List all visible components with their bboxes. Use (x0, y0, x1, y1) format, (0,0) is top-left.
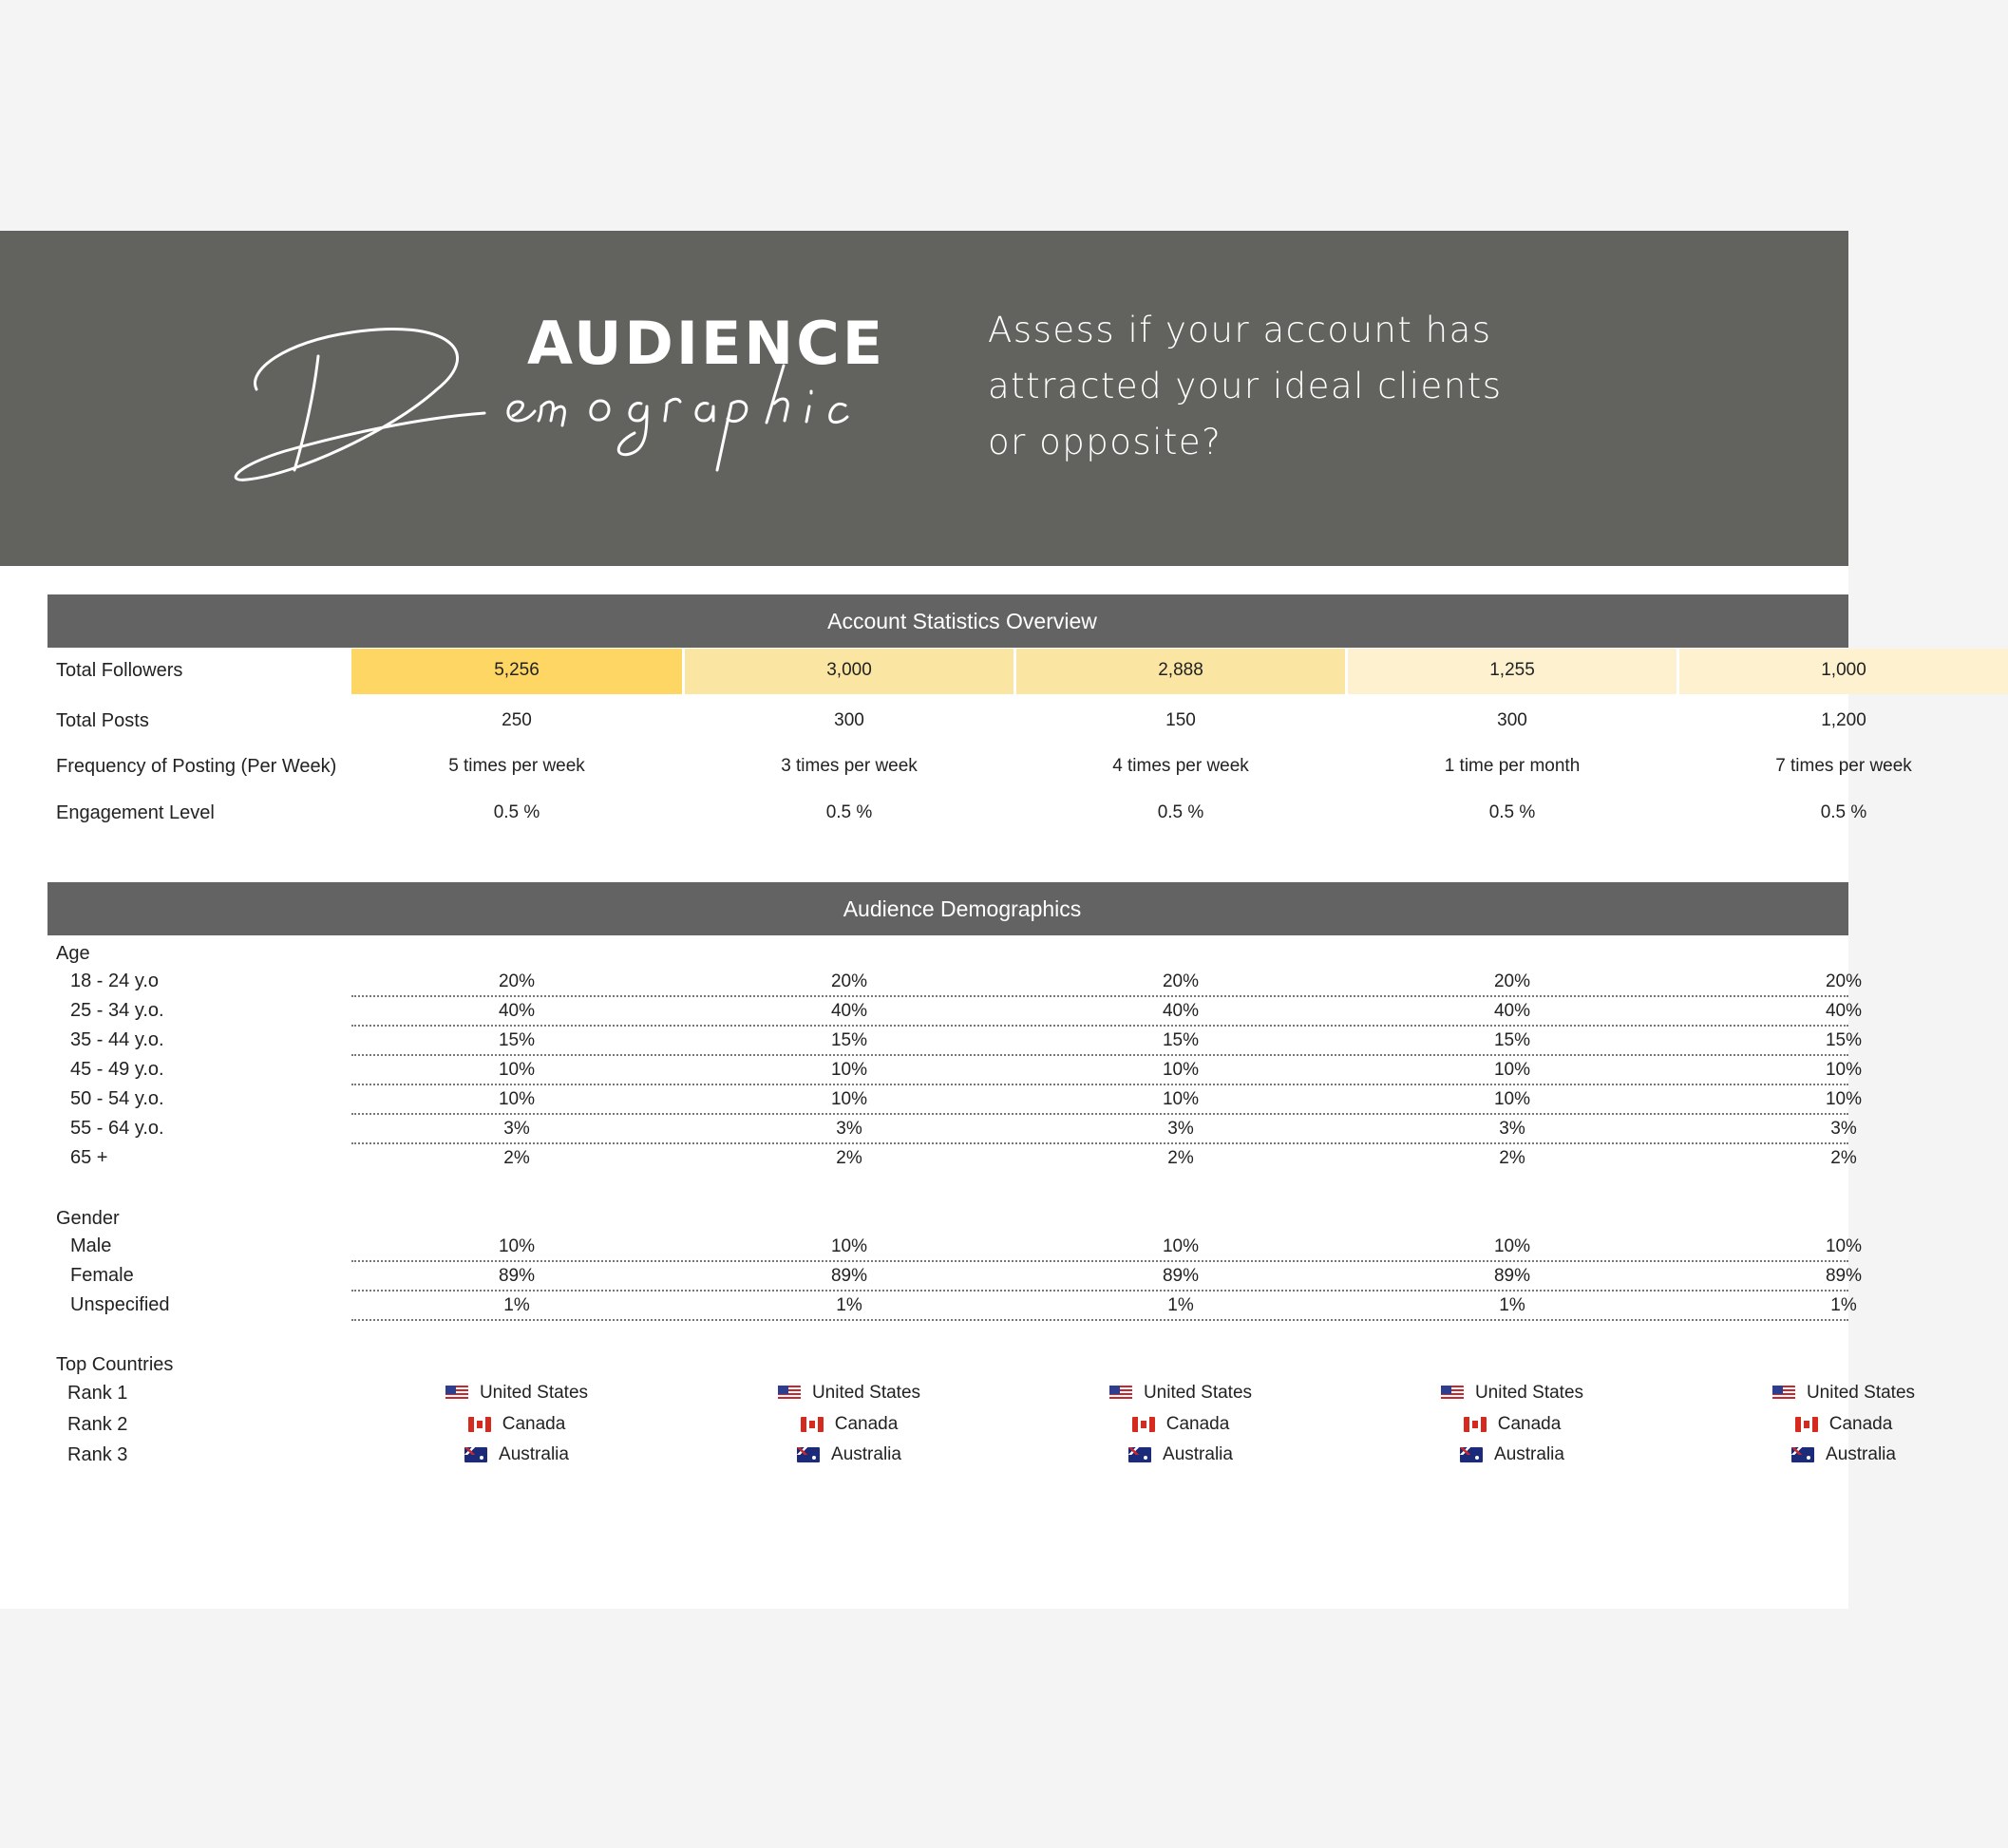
value-cell[interactable]: 10% (498, 1236, 536, 1256)
value-cell[interactable]: 1,200 (1821, 710, 1866, 730)
au-flag-icon (1460, 1447, 1483, 1462)
row-divider (351, 1025, 1848, 1027)
au-flag-icon (797, 1447, 820, 1462)
value-cell[interactable]: 10% (1493, 1089, 1531, 1109)
value-cell[interactable]: 3% (1830, 1119, 1857, 1139)
value-cell[interactable]: 10% (830, 1060, 868, 1080)
value-cell[interactable]: 1% (1830, 1295, 1857, 1315)
value-cell[interactable]: 3% (1167, 1119, 1194, 1139)
value-cell[interactable]: 2% (1499, 1148, 1525, 1168)
row-label: Total Followers (56, 660, 183, 681)
au-flag-icon (1791, 1447, 1814, 1462)
value-cell[interactable]: 40% (1493, 1001, 1531, 1021)
country-cell[interactable] (1679, 1444, 2008, 1468)
banner-title: AUDIENCE (527, 309, 886, 378)
value-cell[interactable]: 0.5 % (825, 802, 873, 822)
table-row (0, 1057, 1863, 1086)
value-cell[interactable]: 10% (498, 1089, 536, 1109)
table-row-engagement (0, 791, 1867, 837)
value-cell[interactable]: 10% (1493, 1236, 1531, 1256)
value-cell[interactable]: 0.5 % (493, 802, 540, 822)
country-name: Australia (1826, 1444, 1896, 1464)
country-cell[interactable] (1679, 1414, 2008, 1438)
row-divider (351, 1142, 1848, 1144)
value-cell[interactable]: 3% (503, 1119, 530, 1139)
row-divider (351, 1054, 1848, 1056)
row-label: Female (70, 1265, 134, 1286)
value-cell[interactable]: 1% (836, 1295, 862, 1315)
value-cell[interactable]: 10% (1825, 1060, 1863, 1080)
au-flag-icon (1128, 1447, 1151, 1462)
country-name: Australia (831, 1444, 901, 1464)
value-cell[interactable]: 3% (836, 1119, 862, 1139)
value-cell[interactable]: 40% (830, 1001, 868, 1021)
country-cell[interactable] (352, 1414, 681, 1438)
row-label: Male (70, 1235, 112, 1256)
value-cell[interactable]: 10% (1825, 1236, 1863, 1256)
value-cell[interactable]: 0.5 % (1820, 802, 1867, 822)
row-label: Unspecified (70, 1294, 170, 1315)
country-name: Canada (834, 1414, 899, 1434)
country-name: Australia (499, 1444, 569, 1464)
country-cell[interactable] (1348, 1444, 1676, 1468)
country-name: Australia (1163, 1444, 1233, 1464)
country-name: Australia (1494, 1444, 1564, 1464)
row-label: 65 + (70, 1147, 108, 1168)
row-divider (351, 1084, 1848, 1085)
table-row-total-posts (0, 699, 1866, 745)
ca-flag-icon (1464, 1417, 1487, 1432)
country-name: United States (1143, 1383, 1253, 1403)
value-cell[interactable]: 1,000 (1821, 660, 1866, 680)
value-cell[interactable]: 5 times per week (448, 756, 585, 776)
row-divider (351, 995, 1848, 997)
value-cell[interactable]: 1% (503, 1295, 530, 1315)
value-cell[interactable]: 250 (502, 710, 532, 730)
country-cell[interactable] (1348, 1414, 1676, 1438)
value-cell[interactable]: 300 (1497, 710, 1527, 730)
row-divider (351, 1290, 1848, 1292)
demographics-section-header: Audience Demographics (47, 882, 1848, 935)
row-label: Rank 3 (67, 1444, 128, 1465)
value-cell[interactable]: 10% (1162, 1236, 1200, 1256)
au-flag-icon (464, 1447, 487, 1462)
row-label: 45 - 49 y.o. (70, 1059, 164, 1080)
value-cell[interactable]: 3% (1499, 1119, 1525, 1139)
table-row (0, 1028, 1863, 1057)
value-cell[interactable]: 15% (1825, 1030, 1863, 1050)
country-name: Canada (1828, 1414, 1893, 1434)
value-cell[interactable]: 89% (830, 1266, 868, 1286)
table-row-rank-1 (0, 1381, 1916, 1411)
value-cell[interactable]: 3,000 (826, 660, 872, 680)
table-row-rank-2 (0, 1412, 1893, 1443)
value-cell[interactable]: 1% (1167, 1295, 1194, 1315)
value-cell[interactable]: 1 time per month (1444, 756, 1581, 776)
row-divider (351, 1260, 1848, 1262)
value-cell[interactable]: 4 times per week (1112, 756, 1249, 776)
stats-section-header: Account Statistics Overview (47, 594, 1848, 648)
value-cell[interactable]: 2,888 (1158, 660, 1203, 680)
country-name: United States (1806, 1383, 1916, 1403)
value-cell[interactable]: 40% (1162, 1001, 1200, 1021)
value-cell[interactable]: 300 (834, 710, 864, 730)
row-label: 25 - 34 y.o. (70, 1000, 164, 1021)
value-cell[interactable]: 15% (1162, 1030, 1200, 1050)
row-label: Engagement Level (56, 802, 215, 823)
value-cell[interactable]: 40% (498, 1001, 536, 1021)
value-cell[interactable]: 20% (830, 971, 868, 991)
table-row (0, 1145, 1857, 1175)
country-name: Canada (502, 1414, 566, 1434)
value-cell[interactable]: 5,256 (494, 660, 540, 680)
table-row-total-followers (0, 649, 1866, 694)
table-row (0, 998, 1863, 1028)
us-flag-icon (1772, 1386, 1795, 1401)
value-cell[interactable]: 40% (1825, 1001, 1863, 1021)
us-flag-icon (445, 1386, 468, 1401)
value-cell[interactable]: 10% (498, 1060, 536, 1080)
value-cell[interactable]: 89% (498, 1266, 536, 1286)
country-cell[interactable] (685, 1383, 1013, 1406)
value-cell[interactable]: 15% (830, 1030, 868, 1050)
country-cell[interactable] (1679, 1383, 2008, 1406)
value-cell[interactable]: 20% (1825, 971, 1863, 991)
row-label: 55 - 64 y.o. (70, 1118, 164, 1139)
spreadsheet-area (0, 566, 1916, 1609)
row-divider (351, 1113, 1848, 1115)
us-flag-icon (1109, 1386, 1132, 1401)
ca-flag-icon (1132, 1417, 1155, 1432)
value-cell[interactable]: 1% (1499, 1295, 1525, 1315)
value-cell[interactable]: 0.5 % (1488, 802, 1536, 822)
banner-description: Assess if your account has attracted your ideal clients or opposite? (988, 310, 1503, 462)
us-flag-icon (778, 1386, 801, 1401)
country-cell[interactable] (352, 1383, 681, 1406)
value-cell[interactable]: 10% (1825, 1089, 1863, 1109)
value-cell[interactable]: 2% (836, 1148, 862, 1168)
ca-flag-icon (801, 1417, 824, 1432)
value-cell[interactable]: 89% (1162, 1266, 1200, 1286)
value-cell[interactable]: 10% (1493, 1060, 1531, 1080)
table-row (0, 1292, 1857, 1322)
value-cell[interactable]: 0.5 % (1157, 802, 1204, 822)
value-cell[interactable]: 150 (1165, 710, 1196, 730)
value-cell[interactable]: 3 times per week (781, 756, 918, 776)
value-cell[interactable]: 89% (1825, 1266, 1863, 1286)
table-row (0, 969, 1863, 998)
value-cell[interactable]: 20% (1162, 971, 1200, 991)
row-label: 18 - 24 y.o (70, 971, 160, 991)
value-cell[interactable]: 7 times per week (1775, 756, 1912, 776)
country-cell[interactable] (685, 1414, 1013, 1438)
ca-flag-icon (468, 1417, 491, 1432)
country-name: United States (811, 1383, 921, 1403)
country-cell[interactable] (685, 1444, 1013, 1468)
ca-flag-icon (1795, 1417, 1818, 1432)
country-name: Canada (1497, 1414, 1562, 1434)
table-row (0, 1263, 1863, 1292)
row-label: Total Posts (56, 710, 149, 731)
value-cell[interactable]: 20% (498, 971, 536, 991)
value-cell[interactable]: 10% (1162, 1089, 1200, 1109)
row-label: Rank 2 (67, 1414, 128, 1435)
table-row (0, 1116, 1857, 1145)
age-group-label: Age (56, 943, 90, 964)
country-cell[interactable] (1016, 1383, 1345, 1406)
country-cell[interactable] (1016, 1414, 1345, 1438)
value-cell[interactable]: 20% (1493, 971, 1531, 991)
value-cell[interactable]: 15% (1493, 1030, 1531, 1050)
value-cell[interactable]: 10% (830, 1089, 868, 1109)
row-label: Rank 1 (67, 1383, 128, 1404)
us-flag-icon (1441, 1386, 1464, 1401)
country-name: United States (1474, 1383, 1584, 1403)
row-divider (351, 1319, 1848, 1321)
country-cell[interactable] (352, 1444, 681, 1468)
value-cell[interactable]: 89% (1493, 1266, 1531, 1286)
table-row-posting-frequency (0, 745, 1912, 790)
row-label: 50 - 54 y.o. (70, 1088, 164, 1109)
country-name: Canada (1165, 1414, 1230, 1434)
value-cell[interactable]: 2% (1167, 1148, 1194, 1168)
table-row (0, 1086, 1863, 1116)
table-row-rank-3 (0, 1443, 1896, 1473)
value-cell[interactable]: 10% (1162, 1060, 1200, 1080)
countries-group-label: Top Countries (56, 1354, 174, 1375)
country-name: United States (479, 1383, 589, 1403)
table-row (0, 1234, 1863, 1263)
gender-group-label: Gender (56, 1208, 120, 1229)
country-cell[interactable] (1016, 1444, 1345, 1468)
row-label: 35 - 44 y.o. (70, 1029, 164, 1050)
value-cell[interactable]: 2% (1830, 1148, 1857, 1168)
value-cell[interactable]: 2% (503, 1148, 530, 1168)
value-cell[interactable]: 15% (498, 1030, 536, 1050)
value-cell[interactable]: 10% (830, 1236, 868, 1256)
row-label: Frequency of Posting (Per Week) (56, 756, 337, 777)
country-cell[interactable] (1348, 1383, 1676, 1406)
value-cell[interactable]: 1,255 (1489, 660, 1535, 680)
